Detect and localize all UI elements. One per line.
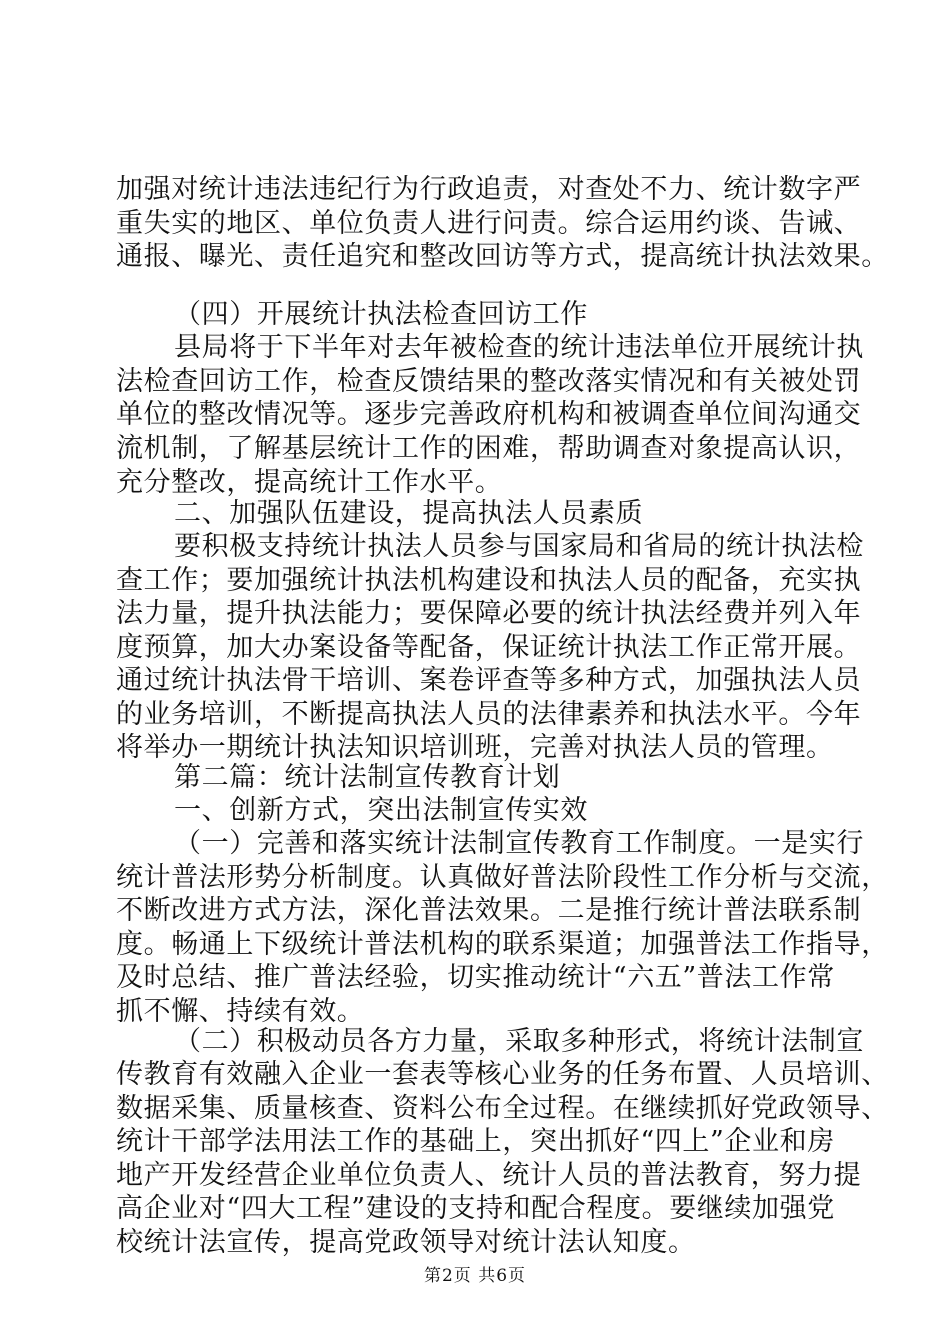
body-text-line: 通报、曝光、责任追究和整改回访等方式，提高统计执法效果。 bbox=[116, 241, 889, 272]
body-text-line: 要积极支持统计执法人员参与国家局和省局的统计执法检 bbox=[174, 531, 864, 562]
section-heading: 一、创新方式，突出法制宣传实效 bbox=[174, 795, 588, 826]
body-text-line: 通过统计执法骨干培训、案卷评查等多种方式，加强执法人员 bbox=[116, 665, 862, 696]
body-text-line: 的业务培训，不断提高执法人员的法律素养和执法水平。今年 bbox=[116, 699, 862, 730]
body-text-line: （二）积极动员各方力量，采取多种形式，将统计法制宣 bbox=[174, 1026, 864, 1057]
body-text-line: 流机制，了解基层统计工作的困难，帮助调查对象提高认识， bbox=[116, 433, 862, 464]
body-text-line: 法检查回访工作，检查反馈结果的整改落实情况和有关被处罚 bbox=[116, 366, 862, 397]
body-text-line: 不断改进方式方法，深化普法效果。二是推行统计普法联系制 bbox=[116, 895, 862, 926]
section-heading: 二、加强队伍建设，提高执法人员素质 bbox=[174, 498, 644, 529]
body-text-line: 抓不懈、持续有效。 bbox=[116, 996, 365, 1027]
body-text-line: 充分整改，提高统计工作水平。 bbox=[116, 467, 503, 498]
body-text-line: （一）完善和落实统计法制宣传教育工作制度。一是实行 bbox=[174, 828, 864, 859]
chapter-heading: 第二篇：统计法制宣传教育计划 bbox=[174, 762, 561, 793]
body-text-line: 及时总结、推广普法经验，切实推动统计“六五”普法工作常 bbox=[116, 962, 835, 993]
body-text-line: 法力量，提升执法能力；要保障必要的统计执法经费并列入年 bbox=[116, 598, 862, 629]
body-text-line: 统计干部学法用法工作的基础上，突出抓好“四上”企业和房 bbox=[116, 1126, 835, 1157]
page-number-footer: 第2页 共6页 bbox=[423, 1266, 527, 1286]
body-text-line: 度预算，加大办案设备等配备，保证统计执法工作正常开展。 bbox=[116, 632, 862, 663]
body-text-line: 查工作；要加强统计执法机构建设和执法人员的配备，充实执 bbox=[116, 565, 862, 596]
body-text-line: 加强对统计违法违纪行为行政追责，对查处不力、统计数字严 bbox=[116, 174, 862, 205]
body-text-line: 高企业对“四大工程”建设的支持和配合程度。要继续加强党 bbox=[116, 1193, 835, 1224]
body-text-line: 地产开发经营企业单位负责人、统计人员的普法教育，努力提 bbox=[116, 1160, 862, 1191]
body-text-line: 重失实的地区、单位负责人进行问责。综合运用约谈、告诫、 bbox=[116, 208, 862, 239]
section-heading: （四）开展统计执法检查回访工作 bbox=[174, 299, 588, 330]
body-text-line: 数据采集、质量核查、资料公布全过程。在继续抓好党政领导、 bbox=[116, 1093, 889, 1124]
body-text-line: 校统计法宣传，提高党政领导对统计法认知度。 bbox=[116, 1227, 696, 1258]
body-text-line: 县局将于下半年对去年被检查的统计违法单位开展统计执 bbox=[174, 332, 864, 363]
body-text-line: 传教育有效融入企业一套表等核心业务的任务布置、人员培训、 bbox=[116, 1059, 889, 1090]
body-text-line: 度。畅通上下级统计普法机构的联系渠道；加强普法工作指导， bbox=[116, 929, 889, 960]
body-text-line: 将举办一期统计执法知识培训班，完善对执法人员的管理。 bbox=[116, 732, 834, 763]
body-text-line: 统计普法形势分析制度。认真做好普法阶段性工作分析与交流， bbox=[116, 862, 889, 893]
body-text-line: 单位的整改情况等。逐步完善政府机构和被调查单位间沟通交 bbox=[116, 399, 862, 430]
